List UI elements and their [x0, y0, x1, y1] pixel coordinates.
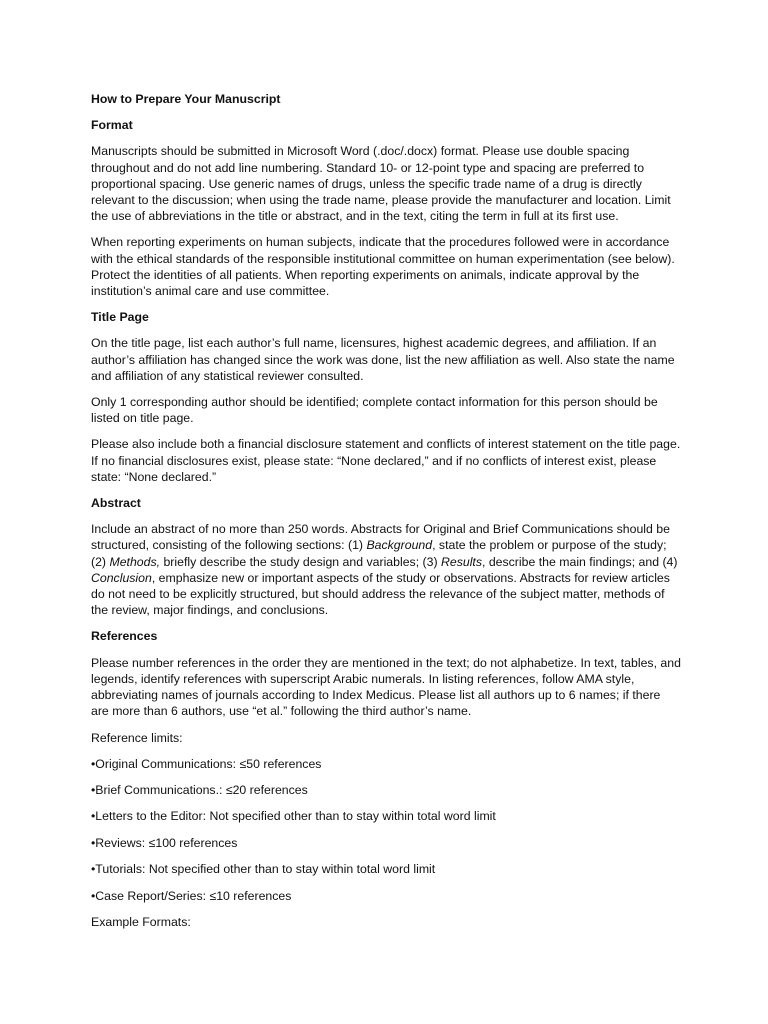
abstract-text-5: , emphasize new or important aspects of the study or observations. Abstracts for review articles do not need to be explicitly structured, but should address the relevance of the subject matter, methods of the review, major findings, and conclusions. — [91, 570, 670, 618]
reference-limit-item: •Reviews: ≤100 references — [91, 835, 238, 850]
format-heading: Format — [91, 118, 133, 133]
abstract-conclusion-term: Conclusion — [91, 570, 152, 585]
example-formats-label: Example Formats: — [91, 915, 191, 930]
format-paragraph-1: Manuscripts should be submitted in Microsoft Word (.doc/.docx) format. Please use double spacing throughout and do not add line numbering. Standard 10- or 12-point type and spacing are preferred to proportional spacing. Use generic names of drugs, unless the specific trade name of a drug is directly relevant to the discussion; when using the trade name, please provide the manufacturer and location. Limit the use of abbreviations in the title or abstract, and in the text, citing the term in full at its first use. — [91, 144, 671, 224]
reference-limit-item: •Brief Communications.: ≤20 references — [91, 783, 308, 798]
abstract-text-3: briefly describe the study design and variables; (3) — [160, 554, 441, 569]
abstract-text-4: , describe the main findings; and (4) — [482, 554, 678, 569]
abstract-heading: Abstract — [91, 496, 141, 511]
reference-limit-item: •Case Report/Series: ≤10 references — [91, 888, 292, 903]
abstract-text-2: , state the problem or purpose of the study; (2) — [91, 538, 667, 569]
abstract-results-term: Results — [440, 554, 482, 569]
references-paragraph: Please number references in the order they are mentioned in the text; do not alphabetize. In text, tables, and legends, identify references with superscript Arabic numerals. In listing references, follow AMA style, abbreviating names of journals according to Index Medicus. Please list all authors up to 6 names; if there are more than 6 authors, use “et al.” following the third author’s name. — [91, 655, 681, 719]
reference-limit-item: •Letters to the Editor: Not specified other than to stay within total word limit — [91, 809, 496, 824]
abstract-paragraph — [91, 521, 681, 618]
title-page-paragraph-1: On the title page, list each author’s full name, licensures, highest academic degrees, and affiliation. If an author’s affiliation has changed since the work was done, list the new affiliation as well. Also state the name and affiliation of any statistical reviewer consulted. — [91, 336, 675, 383]
format-paragraph-2: When reporting experiments on human subjects, indicate that the procedures followed were in accordance with the ethical standards of the responsible institutional committee on human experimentation (see below). Protect the identities of all patients. When reporting experiments on animals, indicate approval by the institution’s animal care and use committee. — [91, 235, 675, 299]
abstract-methods-term: Methods, — [109, 554, 161, 569]
reference-limits-label: Reference limits: — [91, 730, 183, 745]
references-heading: References — [91, 629, 158, 644]
abstract-text-1: Include an abstract of no more than 250 words. Abstracts for Original and Brief Communications should be structured, consisting of the following sections: (1) — [91, 522, 670, 553]
title-page-heading: Title Page — [91, 310, 149, 325]
document-page — [91, 91, 681, 940]
title-page-paragraph-3: Please also include both a financial disclosure statement and conflicts of interest statement on the title page. If no financial disclosures exist, please state: “None declared,” and if no conflicts of interest exist, please state: “None declared.” — [91, 437, 681, 484]
abstract-background-term: Background — [366, 538, 433, 553]
reference-limit-item: •Tutorials: Not specified other than to stay within total word limit — [91, 862, 436, 877]
document-title: How to Prepare Your Manuscript — [91, 92, 281, 106]
reference-limit-item: •Original Communications: ≤50 references — [91, 756, 322, 771]
title-page-paragraph-2: Only 1 corresponding author should be identified; complete contact information for this person should be listed on title page. — [91, 395, 658, 426]
